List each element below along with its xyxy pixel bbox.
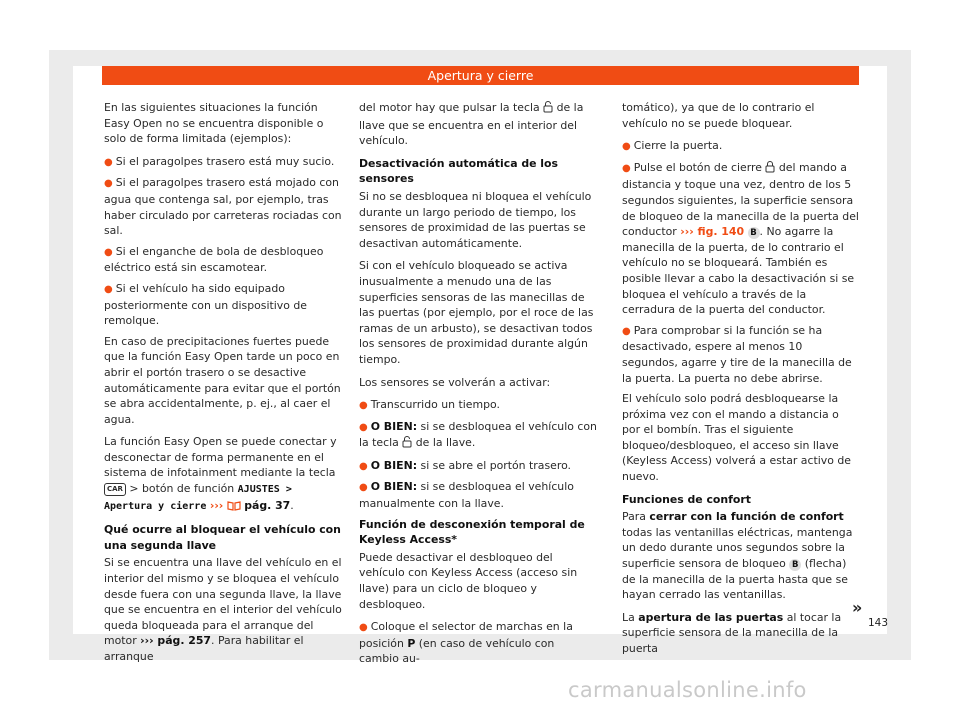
bullet-icon: ● (104, 156, 113, 168)
list-item: ● Transcurrido un tiempo. (359, 398, 500, 412)
list-item: ● O BIEN: si se desbloquea el vehículo manualmente con la llave. (359, 480, 574, 511)
ref-arrow: ››› (209, 498, 224, 512)
paragraph: del motor hay que pulsar la tecla de la llave que se encuentra en el interior del vehículo. (359, 101, 584, 148)
paragraph: tomático), ya que de lo contrario el vehículo no se puede bloquear. (622, 101, 815, 130)
paragraph: Puede desactivar el desbloqueo del vehículo con Keyless Access (acceso sin llave) para un ciclo de bloqueo y desbloqueo. (359, 550, 578, 611)
text-column-3 (622, 100, 863, 664)
paragraph: Si con el vehículo bloqueado se activa inusualmente a menudo una de las superficies sensoras de las manecillas de las puertas (por ejemplo, por el roce de las ramas de un arbusto), se desactivan todos los sensores de proximidad durante algún tiempo. (359, 259, 594, 366)
page-reference[interactable]: ››› pág. 257 (140, 634, 212, 648)
paragraph: En las siguientes situaciones la función Easy Open no se encuentra disponible o solo de forma limitada (ejemplos): (104, 101, 324, 146)
list-item: ● Para comprobar si la función se ha desactivado, espere al menos 10 segundos, agarre y tire de la manecilla de la puerta. La puerta no debe abrirse. (622, 323, 852, 385)
section-header: Apertura y cierre (102, 66, 859, 85)
bullet-icon: ● (104, 178, 113, 190)
list-item: ● Si el vehículo ha sido equipado posteriormente con un dispositivo de remolque. (104, 281, 307, 328)
lock-open-icon (543, 101, 553, 118)
paragraph: La función Easy Open se puede conectar y desconectar de forma permanente en el sistema de infotainment mediante la tecla CAR > botón de función AJUSTES > Apertura y cierre ››› pág. 37. (104, 434, 342, 515)
bullet-icon: ● (359, 400, 368, 412)
paragraph: En caso de precipitaciones fuertes puede que la función Easy Open tarde un poco en abrir el portón trasero o se desactive automáticamente para evitar que el portón se abra accidentalmente, p. ej., al caer el agua. (104, 334, 341, 426)
paragraph: Los sensores se volverán a activar: (359, 375, 551, 389)
bullet-icon: ● (359, 622, 368, 634)
paragraph: Para cerrar con la función de confort todas las ventanillas eléctricas, mantenga un dedo durante unos segundos sobre la superficie sensora de bloqueo B (flecha) de la manecilla de la puerta hasta que se hayan cerrado las ventanillas. (622, 510, 853, 602)
list-item: ● Si el paragolpes trasero está mojado con agua que contenga sal, por ejemplo, tras haber circulado por carreteras rociadas con sal. (104, 176, 342, 238)
bullet-icon: ● (622, 162, 631, 174)
paragraph: El vehículo solo podrá desbloquearse la próxima vez con el mando a distancia o por el bombín. Tras el siguiente bloqueo/desbloqueo, el acceso sin llave (Keyless Access) volverá a estar activo de nuevo. (622, 392, 851, 484)
list-item: ● Si el enganche de bola de desbloqueo eléctrico está sin escamotear. (104, 244, 324, 275)
paragraph: La apertura de las puertas al tocar la superficie sensora de la manecilla de la puerta (622, 610, 842, 655)
bullet-icon: ● (359, 482, 368, 494)
book-ref-icon (227, 500, 241, 516)
text-column-2 (359, 100, 597, 672)
bullet-icon: ● (359, 421, 368, 433)
list-item: ● Coloque el selector de marchas en la posición P (en caso de vehículo con cambio au- (359, 620, 573, 666)
callout-badge: B (748, 227, 760, 239)
menu-path: AJUSTES > Apertura y cierre (104, 484, 292, 512)
continue-mark: » (852, 598, 863, 617)
list-item: ● O BIEN: si se desbloquea el vehículo con la tecla de la llave. (359, 419, 597, 453)
car-key-icon: CAR (104, 483, 126, 496)
list-item: ● Cierre la puerta. (622, 139, 723, 153)
list-item: ● O BIEN: si se abre el portón trasero. (359, 458, 572, 472)
list-item: ● Si el paragolpes trasero está muy sucio. (104, 154, 335, 168)
bullet-icon: ● (359, 460, 368, 472)
paragraph: Si no se desbloquea ni bloquea el vehículo durante un largo periodo de tiempo, los sensores de proximidad de las puertas se desactivan automáticamente. (359, 189, 592, 250)
figure-reference[interactable]: ››› fig. 140 (680, 225, 745, 239)
bullet-icon: ● (622, 141, 631, 153)
subheading: Desactivación automática de los sensores (359, 156, 559, 186)
lock-closed-icon (765, 161, 775, 178)
text-column-1 (104, 100, 342, 672)
paragraph: Si se encuentra una llave del vehículo en el interior del mismo y se bloquea el vehículo desde fuera con una segunda llave, la llave que se encuentra en el interior del vehículo queda bloqueada para el arranque del motor ››› pág. 257. Para habilitar el arranque (104, 556, 342, 663)
subheading: Función de desconexión temporal de Keyless Access* (359, 517, 585, 547)
callout-badge: B (789, 559, 801, 571)
bullet-icon: ● (622, 325, 631, 337)
page-reference[interactable]: pág. 37 (244, 498, 291, 512)
bullet-icon: ● (104, 246, 113, 258)
list-item: ● Pulse el botón de cierre del mando a distancia y toque una vez, dentro de los 5 segundos siguientes, la superficie sensora de bloqueo de la manecilla de la puerta del conductor ››› fig. 140 B . No agarre la manecilla de la puerta, de lo contrario el vehículo no se bloqueará. También es posible llevar a cabo la desactivación si se bloquea el vehículo a través de la cerradura de la puerta del conductor. (622, 160, 859, 317)
subheading: Qué ocurre al bloquear el vehículo con una segunda llave (104, 523, 341, 552)
watermark: carmanualsonline.info (568, 678, 807, 702)
page-number: 143 (868, 617, 889, 629)
subheading: Funciones de confort (622, 492, 751, 506)
lock-open-icon (402, 436, 412, 453)
bullet-icon: ● (104, 283, 113, 295)
